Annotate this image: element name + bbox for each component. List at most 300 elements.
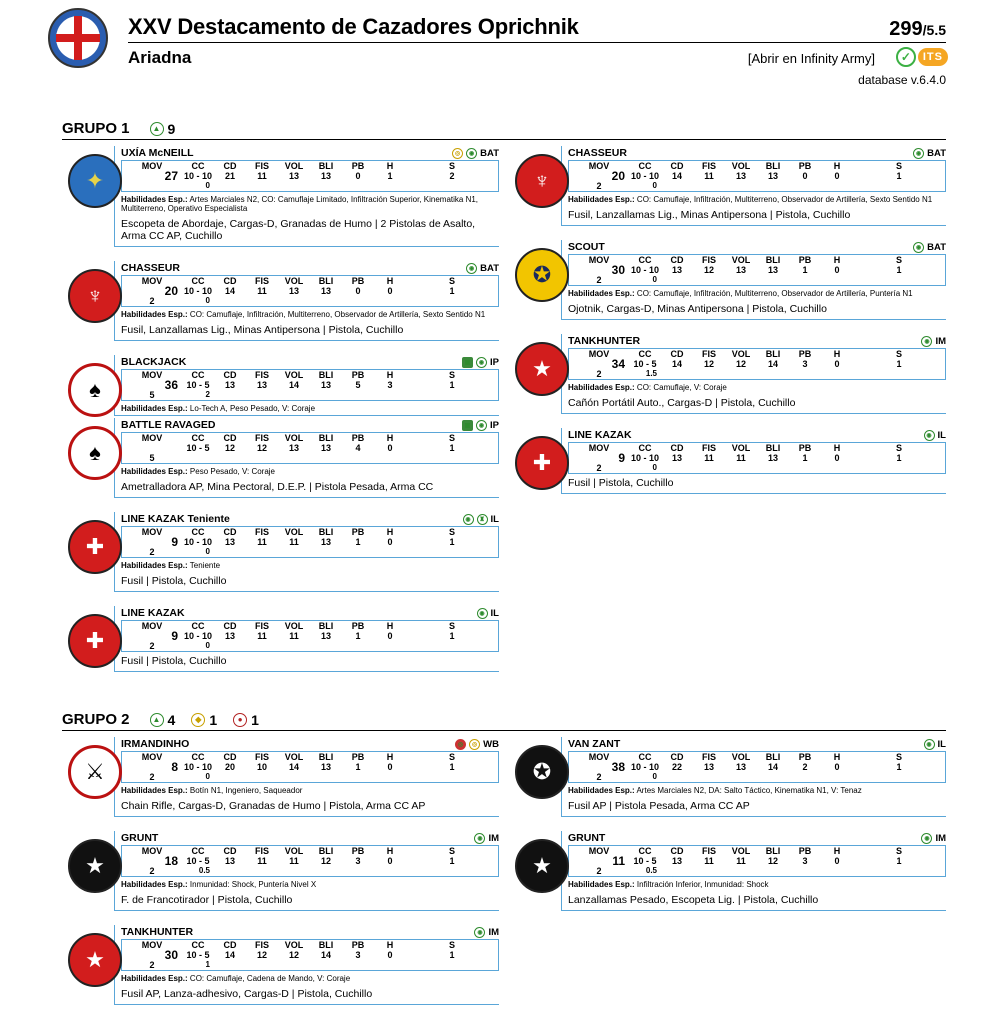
group-columns xyxy=(62,146,946,686)
stat-value: 10 - 5 xyxy=(633,856,657,866)
special-skills xyxy=(121,558,499,572)
unit-type xyxy=(913,148,946,159)
stat-header: MOV xyxy=(141,161,163,171)
stat-header: PB xyxy=(798,255,812,265)
unit-card[interactable] xyxy=(509,240,946,320)
stat-value: 11 xyxy=(704,453,714,463)
unit-card[interactable] xyxy=(62,512,499,592)
stat-header: S xyxy=(895,161,902,171)
order-count xyxy=(150,712,176,728)
group-name: GRUPO 2 xyxy=(62,711,130,728)
unit-header xyxy=(121,261,499,275)
unit-name: LINE KAZAK Teniente xyxy=(121,513,230,525)
unit-class: BAT xyxy=(927,147,946,159)
regular-icon: ◉ xyxy=(466,148,477,159)
unit-type xyxy=(474,927,499,938)
unit-logo-icon: ♆ xyxy=(515,154,569,208)
unit-body xyxy=(114,737,499,817)
unit-type xyxy=(452,148,499,159)
stat-header: CD xyxy=(670,349,684,359)
special-skills xyxy=(568,783,946,797)
unit-name: LINE KAZAK xyxy=(121,607,185,619)
stat-value: 13 xyxy=(224,380,235,390)
stat-value: 10 - 10 xyxy=(630,171,660,181)
equipment: Fusil | Pistola, Cuchillo xyxy=(121,575,227,587)
skills-label: Habilidades Esp.: xyxy=(121,974,188,983)
stat-header: CD xyxy=(223,621,237,631)
stat-header: FIS xyxy=(254,527,269,537)
stat-value: 1 xyxy=(355,537,361,547)
unit-type xyxy=(921,833,946,844)
stat-header: S xyxy=(448,433,455,443)
stat-value: 1 xyxy=(449,537,455,547)
unit-header xyxy=(568,334,946,348)
stat-header: CD xyxy=(223,846,237,856)
stat-value: 10 - 10 xyxy=(183,537,213,547)
unit-header xyxy=(121,831,499,845)
stat-header: PB xyxy=(351,161,365,171)
unit-name: CHASSEUR xyxy=(121,262,180,274)
unit-body xyxy=(114,355,499,416)
unit-class: BAT xyxy=(927,241,946,253)
stat-header: CC xyxy=(191,370,205,380)
unit-header xyxy=(121,737,499,751)
stat-header: H xyxy=(386,621,394,631)
stat-header: S xyxy=(448,752,455,762)
stat-header: BLI xyxy=(318,621,334,631)
unit-type xyxy=(924,430,946,441)
tactical-icon: ▣ xyxy=(462,420,473,431)
stat-header: FIS xyxy=(701,349,716,359)
unit-class: IP xyxy=(490,356,499,368)
stat-value: 10 xyxy=(256,762,267,772)
stat-value: 14 xyxy=(288,762,299,772)
lieutenant-icon: ♜ xyxy=(477,514,488,525)
infinity-army-link[interactable]: [Abrir en Infinity Army] xyxy=(747,51,875,66)
unit-card[interactable] xyxy=(62,418,499,498)
special-skills xyxy=(568,877,946,891)
unit-body xyxy=(114,831,499,911)
unit-name: CHASSEUR xyxy=(568,147,627,159)
unit-class: IP xyxy=(490,419,499,431)
unit-logo-icon: ♆ xyxy=(68,269,122,323)
unit-logo-icon: ✚ xyxy=(68,614,122,668)
regular-icon: ◉ xyxy=(476,357,487,368)
stat-value: 1 xyxy=(896,453,902,463)
stat-header: S xyxy=(448,276,455,286)
stat-header: H xyxy=(386,846,394,856)
stat-line xyxy=(121,526,499,558)
unit-card[interactable] xyxy=(62,355,499,416)
stat-line xyxy=(568,442,946,474)
unit-type xyxy=(463,514,499,525)
unit-type xyxy=(466,263,499,274)
stat-value: 2 xyxy=(596,866,602,876)
stat-header: S xyxy=(448,621,455,631)
unit-body xyxy=(561,428,946,494)
impetuous-order-icon: ◆ xyxy=(191,713,205,727)
stat-header: CD xyxy=(670,443,684,453)
stat-header: VOL xyxy=(284,276,304,286)
stat-value: 0 xyxy=(387,950,393,960)
stat-value: 12 xyxy=(288,950,299,960)
stat-value: 13 xyxy=(288,171,299,181)
stat-value: 2 xyxy=(149,547,155,557)
stat-header: H xyxy=(833,752,841,762)
stat-value: 1 xyxy=(449,762,455,772)
unit-logo-icon: ✪ xyxy=(515,248,569,302)
regular-icon: ◉ xyxy=(913,242,924,253)
stat-value: 11 xyxy=(257,537,267,547)
stat-header: VOL xyxy=(284,370,304,380)
stat-value: 2 xyxy=(449,171,455,181)
unit-logo-icon: ♠ xyxy=(68,363,122,417)
unit-header xyxy=(121,355,499,369)
stat-header: H xyxy=(833,161,841,171)
unit-header xyxy=(121,418,499,432)
unit-points: 9 xyxy=(171,629,178,643)
unit-swc: 0 xyxy=(652,463,657,472)
stat-value: 1 xyxy=(449,950,455,960)
stat-header: FIS xyxy=(701,161,716,171)
stat-value: 10 - 5 xyxy=(186,950,210,960)
stat-value: 0 xyxy=(834,171,840,181)
stat-header: FIS xyxy=(701,255,716,265)
stat-line xyxy=(121,275,499,307)
stat-header: PB xyxy=(351,752,365,762)
regular-icon: ◉ xyxy=(921,336,932,347)
stat-header: CD xyxy=(670,255,684,265)
stat-value: 13 xyxy=(735,171,746,181)
unit-points: 20 xyxy=(611,169,625,183)
special-skills xyxy=(121,401,499,415)
stat-value: 13 xyxy=(320,443,331,453)
unit-card[interactable] xyxy=(62,606,499,672)
unit-card[interactable] xyxy=(62,261,499,341)
regular-order-icon: ▲ xyxy=(150,713,164,727)
unit-card[interactable] xyxy=(509,334,946,414)
stat-value: 1 xyxy=(896,359,902,369)
unit-logo-icon: ✚ xyxy=(515,436,569,490)
equipment: Fusil | Pistola, Cuchillo xyxy=(568,477,674,489)
stat-value: 0 xyxy=(355,286,361,296)
stat-header: VOL xyxy=(284,846,304,856)
valid-check-icon: ✓ xyxy=(896,47,916,67)
equipment: F. de Francotirador | Pistola, Cuchillo xyxy=(121,894,293,906)
unit-class: IM xyxy=(488,832,499,844)
stat-header: PB xyxy=(351,276,365,286)
stat-value: 13 xyxy=(671,453,682,463)
unit-swc: 0 xyxy=(205,772,210,781)
stat-value: 13 xyxy=(671,265,682,275)
unit-swc: 1.5 xyxy=(645,369,657,378)
unit-points: 9 xyxy=(171,535,178,549)
stat-value: 14 xyxy=(767,762,778,772)
stat-value: 12 xyxy=(224,443,235,453)
stat-value: 1 xyxy=(355,631,361,641)
stat-header: BLI xyxy=(765,443,781,453)
unit-logo-icon: ✦ xyxy=(68,154,122,208)
unit-body xyxy=(114,606,499,672)
stat-value: 12 xyxy=(703,359,714,369)
unit-points: 11 xyxy=(612,854,625,868)
stat-value: 0 xyxy=(834,265,840,275)
skills-label: Habilidades Esp.: xyxy=(568,383,635,392)
equipment: Fusil, Lanzallamas Lig., Minas Antipersona | Pistola, Cuchillo xyxy=(121,324,404,336)
stat-value: 14 xyxy=(671,171,682,181)
stat-header: CC xyxy=(191,846,205,856)
stat-header: CC xyxy=(191,940,205,950)
regular-icon: ◉ xyxy=(474,833,485,844)
unit-logo-icon: ★ xyxy=(515,342,569,396)
stat-value: 11 xyxy=(257,856,267,866)
unit-points xyxy=(122,443,182,453)
stat-header: S xyxy=(895,255,902,265)
stat-value: 1 xyxy=(449,443,455,453)
stat-header: MOV xyxy=(141,846,163,856)
group-column xyxy=(509,146,946,686)
stat-value: 12 xyxy=(703,265,714,275)
unit-type xyxy=(455,739,499,750)
special-skills xyxy=(121,307,499,321)
stat-line xyxy=(568,348,946,380)
stat-line xyxy=(121,369,499,401)
stat-header: FIS xyxy=(254,370,269,380)
special-skills xyxy=(568,380,946,394)
stat-header: PB xyxy=(351,527,365,537)
skills-label: Habilidades Esp.: xyxy=(568,786,635,795)
irregular-icon: ◎ xyxy=(455,739,466,750)
unit-swc: 0 xyxy=(652,275,657,284)
unit-logo-icon: ♠ xyxy=(68,426,122,480)
stat-line xyxy=(121,751,499,783)
skills-text: CO: Camuflaje, Cadena de Mando, V: Coraje xyxy=(189,974,351,983)
stat-header: VOL xyxy=(284,161,304,171)
stat-line xyxy=(568,845,946,877)
regular-icon: ◉ xyxy=(476,420,487,431)
equipment: Fusil AP | Pistola Pesada, Arma CC AP xyxy=(568,800,750,812)
equipment: Fusil | Pistola, Cuchillo xyxy=(121,655,227,667)
stat-value: 13 xyxy=(767,171,778,181)
unit-logo-icon: ⚔ xyxy=(68,745,122,799)
unit-card[interactable] xyxy=(62,831,499,911)
special-skills xyxy=(568,192,946,206)
skills-text: Inmunidad: Shock, Puntería Nivel X xyxy=(189,880,317,889)
stat-value: 13 xyxy=(735,265,746,275)
skills-label: Habilidades Esp.: xyxy=(568,195,635,204)
stat-value: 3 xyxy=(355,856,361,866)
stat-value: 12 xyxy=(320,856,331,866)
stat-header: S xyxy=(895,443,902,453)
unit-type xyxy=(462,420,499,431)
stat-value: 14 xyxy=(671,359,682,369)
stat-header: BLI xyxy=(318,846,334,856)
stat-header: CC xyxy=(638,443,652,453)
skills-text: Artes Marciales N2, DA: Salto Táctico, Kinematika N1, V: Tenaz xyxy=(636,786,862,795)
stat-value: 10 - 10 xyxy=(183,171,213,181)
stat-header: VOL xyxy=(731,349,751,359)
stat-header: BLI xyxy=(318,276,334,286)
skills-text: Botín N1, Ingeniero, Saqueador xyxy=(189,786,303,795)
unit-swc: 0 xyxy=(652,181,657,190)
stat-value: 14 xyxy=(288,380,299,390)
stat-value: 0 xyxy=(387,631,393,641)
unit-card[interactable] xyxy=(509,831,946,911)
stat-header: PB xyxy=(351,433,365,443)
stat-value: 1 xyxy=(802,265,808,275)
stat-value: 1 xyxy=(896,762,902,772)
unit-card[interactable] xyxy=(62,737,499,817)
stat-value: 2 xyxy=(596,772,602,782)
unit-type xyxy=(477,608,499,619)
equipment: Lanzallamas Pesado, Escopeta Lig. | Pistola, Cuchillo xyxy=(568,894,819,906)
stat-header: BLI xyxy=(765,161,781,171)
stat-header: MOV xyxy=(588,846,610,856)
unit-body xyxy=(114,925,499,1005)
unit-swc: 0 xyxy=(652,772,657,781)
unit-body xyxy=(561,146,946,226)
stat-header: S xyxy=(448,940,455,950)
tactical-icon: ▣ xyxy=(462,357,473,368)
stat-header: BLI xyxy=(765,752,781,762)
stat-header: H xyxy=(833,255,841,265)
special-skills xyxy=(121,877,499,891)
stat-value: 1 xyxy=(387,171,393,181)
stat-header: FIS xyxy=(254,433,269,443)
stat-header: CD xyxy=(670,752,684,762)
unit-type xyxy=(921,336,946,347)
unit-points: 36 xyxy=(164,378,178,392)
stat-value: 0 xyxy=(387,286,393,296)
stat-header: S xyxy=(448,161,455,171)
stat-header: H xyxy=(386,940,394,950)
unit-class: IM xyxy=(935,335,946,347)
group-columns xyxy=(62,737,946,1019)
stat-value: 2 xyxy=(802,762,808,772)
stat-value: 10 - 10 xyxy=(630,453,660,463)
stat-value: 0 xyxy=(834,359,840,369)
stat-header: PB xyxy=(351,621,365,631)
stat-header: BLI xyxy=(765,349,781,359)
combat-group-1 xyxy=(62,118,946,686)
unit-header xyxy=(568,240,946,254)
stat-header: H xyxy=(386,527,394,537)
stat-value: 13 xyxy=(224,537,235,547)
stat-value: 2 xyxy=(149,772,155,782)
stat-header: CC xyxy=(638,255,652,265)
unit-name: GRUNT xyxy=(121,832,159,844)
stat-value: 10 - 5 xyxy=(186,856,210,866)
unit-swc: 2 xyxy=(205,390,210,399)
group-column xyxy=(62,737,499,1019)
stat-header: S xyxy=(448,846,455,856)
equipment: Ojotnik, Cargas-D, Minas Antipersona | Pistola, Cuchillo xyxy=(568,303,827,315)
unit-type xyxy=(924,739,946,750)
stat-value: 2 xyxy=(596,181,602,191)
validation-badges xyxy=(896,47,948,67)
skills-text: Infiltración Inferior, Inmunidad: Shock xyxy=(636,880,769,889)
combat-group-2 xyxy=(62,709,946,1019)
equipment: Fusil, Lanzallamas Lig., Minas Antipersona | Pistola, Cuchillo xyxy=(568,209,851,221)
stat-value: 3 xyxy=(802,359,808,369)
skills-text: CO: Camuflaje, Infiltración, Multiterreno, Observador de Artillería, Sexto Sentido N1 xyxy=(636,195,933,204)
stat-value: 13 xyxy=(320,631,331,641)
unit-name: LINE KAZAK xyxy=(568,429,632,441)
stat-header: MOV xyxy=(141,276,163,286)
unit-card[interactable] xyxy=(509,146,946,226)
stat-value: 13 xyxy=(671,856,682,866)
stat-header: VOL xyxy=(284,621,304,631)
skills-label: Habilidades Esp.: xyxy=(568,289,635,298)
stat-value: 13 xyxy=(320,762,331,772)
skills-label: Habilidades Esp.: xyxy=(121,786,188,795)
special-skills xyxy=(121,971,499,985)
stat-header: CD xyxy=(670,846,684,856)
stat-value: 5 xyxy=(355,380,361,390)
stat-value: 0 xyxy=(834,856,840,866)
stat-header: VOL xyxy=(731,443,751,453)
stat-value: 10 - 10 xyxy=(630,265,660,275)
stat-value: 11 xyxy=(289,631,299,641)
stat-line xyxy=(121,432,499,464)
unit-class: IM xyxy=(935,832,946,844)
unit-points: 20 xyxy=(164,284,178,298)
stat-header: CD xyxy=(223,940,237,950)
stat-header: PB xyxy=(798,846,812,856)
stat-value: 3 xyxy=(802,856,808,866)
unit-name: BLACKJACK xyxy=(121,356,187,368)
stat-header: S xyxy=(448,527,455,537)
stat-value: 11 xyxy=(289,537,299,547)
stat-value: 11 xyxy=(704,856,714,866)
unit-class: IL xyxy=(937,429,946,441)
points-value: 299 xyxy=(889,18,923,40)
regular-icon: ◉ xyxy=(913,148,924,159)
order-count-value: 1 xyxy=(251,711,259,728)
stat-value: 11 xyxy=(257,631,267,641)
stat-header: BLI xyxy=(318,370,334,380)
stat-header: H xyxy=(386,370,394,380)
unit-card[interactable] xyxy=(62,146,499,247)
stat-value: 13 xyxy=(767,265,778,275)
unit-header xyxy=(568,831,946,845)
skills-label: Habilidades Esp.: xyxy=(121,404,188,413)
unit-name: TANKHUNTER xyxy=(568,335,641,347)
unit-points: 9 xyxy=(618,451,625,465)
stat-header: BLI xyxy=(318,433,334,443)
stat-header: MOV xyxy=(141,527,163,537)
stat-header: BLI xyxy=(318,527,334,537)
stat-value: 1 xyxy=(449,380,455,390)
stat-header: MOV xyxy=(588,255,610,265)
stat-value: 13 xyxy=(320,286,331,296)
stat-header: FIS xyxy=(701,846,716,856)
stat-header: H xyxy=(833,443,841,453)
stat-header: PB xyxy=(351,370,365,380)
unit-card[interactable] xyxy=(509,737,946,817)
unit-points: 30 xyxy=(611,263,625,277)
stat-line xyxy=(568,751,946,783)
special-skills xyxy=(121,192,499,215)
unit-card[interactable] xyxy=(62,925,499,1005)
stat-header: PB xyxy=(351,940,365,950)
stat-value: 1 xyxy=(896,856,902,866)
skills-text: Teniente xyxy=(189,561,221,570)
unit-header xyxy=(121,606,499,620)
stat-value: 2 xyxy=(596,369,602,379)
unit-card[interactable] xyxy=(509,428,946,494)
stat-value: 10 - 10 xyxy=(183,286,213,296)
